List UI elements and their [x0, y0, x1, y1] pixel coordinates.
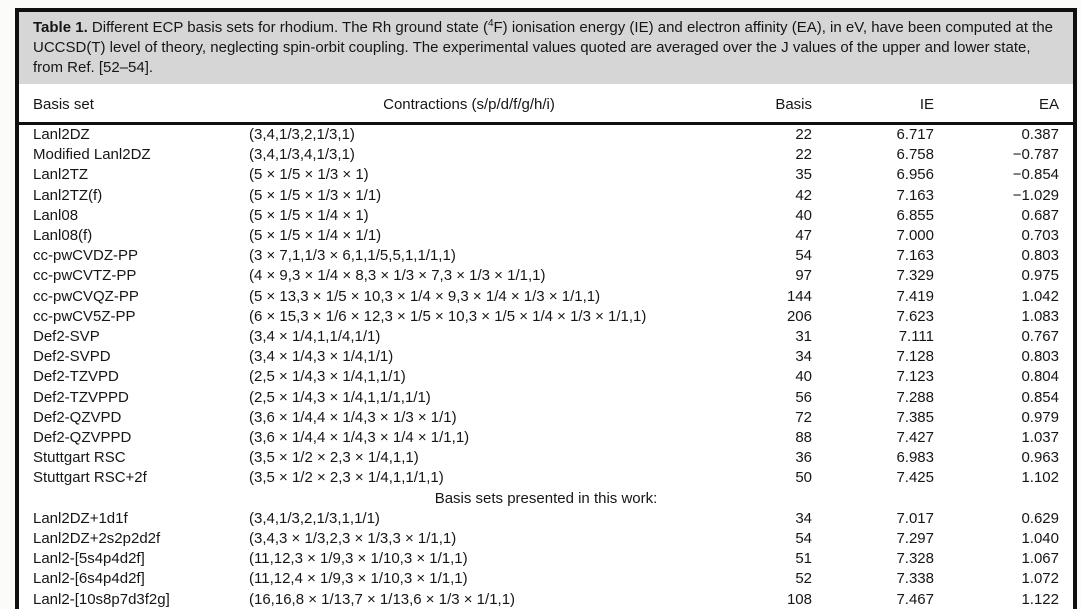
basis-size-value: 56 — [795, 388, 812, 406]
basis-set-name: Lanl2DZ — [33, 126, 90, 143]
ea-value: 0.703 — [1021, 227, 1059, 245]
ie-value: 7.111 — [898, 328, 934, 346]
table-row — [19, 489, 1073, 509]
contractions-value: (11,12,3 × 1/9,3 × 1/10,3 × 1/1,1) — [249, 550, 468, 568]
section-divider-row — [19, 489, 1073, 509]
table-row — [19, 408, 1073, 428]
ie-value: 7.427 — [896, 429, 934, 447]
basis-set-name: cc-pwCVQZ-PP — [33, 287, 139, 305]
basis-size-value: 50 — [795, 469, 812, 487]
contractions-value: (16,16,8 × 1/13,7 × 1/13,6 × 1/3 × 1/1,1) — [249, 590, 516, 608]
basis-set-name: Lanl08(f) — [33, 227, 93, 245]
basis-set-name: Lanl2-[5s4p4d2f] — [33, 550, 145, 568]
contractions-value: (5 × 1/5 × 1/3 × 1) — [249, 166, 369, 184]
ea-value: 0.979 — [1021, 408, 1059, 426]
ea-value: 1.042 — [1021, 287, 1059, 305]
basis-set-name: Lanl2TZ — [33, 166, 89, 184]
basis-set-name: Stuttgart RSC — [33, 449, 126, 467]
table-row — [19, 448, 1073, 468]
basis-set-name: Def2-SVP — [33, 328, 100, 346]
col-header-basis: Basis — [775, 96, 812, 113]
table-caption-text-end: F) ionisation energy (IE) and electron affinity (EA), in eV, have been computed at the UCCSD(T) level of theory, neglecting spin-orbit coupling. The experimental values quoted are averaged over the J values of the upper and lower state, from Ref. [52–54]. — [33, 19, 1054, 76]
ea-value: 0.804 — [1021, 368, 1059, 386]
basis-set-name: Def2-QZVPD — [33, 408, 122, 426]
table-row — [19, 287, 1073, 307]
contractions-value: (3,4,3 × 1/3,2,3 × 1/3,3 × 1/1,1) — [249, 530, 457, 548]
ea-value: 1.040 — [1021, 530, 1059, 548]
basis-set-name: Def2-TZVPPD — [33, 388, 129, 406]
basis-set-name: Lanl2DZ+2s2p2d2f — [33, 530, 161, 548]
ea-value: 1.102 — [1021, 469, 1059, 487]
table1-container — [15, 8, 1077, 609]
ea-value: 1.072 — [1021, 570, 1059, 588]
section-divider-label: Basis sets presented in this work: — [434, 489, 658, 507]
table-row — [19, 145, 1073, 165]
ie-value: 7.338 — [896, 570, 934, 588]
basis-size-value: 47 — [795, 227, 812, 245]
basis-size-value: 88 — [795, 429, 812, 447]
col-header-contractions: Contractions (s/p/d/f/g/h/i) — [383, 96, 555, 113]
basis-set-name: Lanl2-[6s4p4d2f] — [33, 570, 145, 588]
table-caption-text-start: Different ECP basis sets for rhodium. The Rh ground state ( — [87, 19, 488, 36]
basis-size-value: 35 — [795, 166, 812, 184]
ea-value: 0.767 — [1021, 328, 1059, 346]
ea-value: 0.687 — [1021, 206, 1059, 224]
contractions-value: (4 × 9,3 × 1/4 × 8,3 × 1/3 × 7,3 × 1/3 × 1/1,1) — [249, 267, 546, 285]
contractions-value: (3,6 × 1/4,4 × 1/4,3 × 1/4 × 1/1,1) — [249, 429, 470, 447]
ie-value: 6.956 — [896, 166, 934, 184]
ie-value: 7.419 — [896, 287, 934, 305]
table-row — [19, 367, 1073, 387]
ea-value: 1.037 — [1021, 429, 1059, 447]
ea-value: 0.963 — [1021, 449, 1059, 467]
basis-size-value: 22 — [795, 126, 812, 143]
contractions-value: (5 × 1/5 × 1/3 × 1/1) — [249, 186, 382, 204]
basis-size-value: 144 — [786, 287, 812, 305]
table-row — [19, 529, 1073, 549]
contractions-value: (11,12,4 × 1/9,3 × 1/10,3 × 1/1,1) — [249, 570, 468, 588]
ie-value: 7.163 — [896, 247, 934, 265]
ea-value: −0.854 — [1012, 166, 1059, 184]
basis-set-name: Lanl2TZ(f) — [33, 186, 103, 204]
ie-value: 7.000 — [896, 227, 934, 245]
ie-value: 7.623 — [896, 307, 934, 325]
contractions-value: (2,5 × 1/4,3 × 1/4,1,1/1,1/1) — [249, 388, 431, 406]
contractions-value: (3,4,1/3,2,1/3,1,1/1) — [249, 509, 380, 527]
basis-set-name: Stuttgart RSC+2f — [33, 469, 147, 487]
ie-value: 7.329 — [896, 267, 934, 285]
ie-value: 7.425 — [896, 469, 934, 487]
basis-size-value: 34 — [795, 348, 812, 366]
contractions-value: (3,4,1/3,2,1/3,1) — [249, 126, 355, 143]
basis-size-value: 51 — [795, 550, 812, 568]
table-row — [19, 327, 1073, 347]
basis-set-name: Lanl08 — [33, 206, 79, 224]
table-row — [19, 186, 1073, 206]
basis-set-name: cc-pwCV5Z-PP — [33, 307, 136, 325]
basis-set-name: Lanl2DZ+1d1f — [33, 509, 128, 527]
basis-size-value: 40 — [795, 368, 812, 386]
ie-value: 6.717 — [896, 126, 934, 143]
header-row — [19, 90, 1073, 124]
contractions-value: (5 × 1/5 × 1/4 × 1/1) — [249, 227, 382, 245]
table-row — [19, 124, 1073, 146]
ea-value: 1.067 — [1021, 550, 1059, 568]
contractions-value: (3,4,1/3,4,1/3,1) — [249, 146, 355, 164]
basis-size-value: 108 — [786, 590, 812, 608]
contractions-value: (3 × 7,1,1/3 × 6,1,1/5,5,1,1/1,1) — [249, 247, 456, 265]
ea-value: 0.387 — [1021, 126, 1059, 143]
basis-size-value: 22 — [795, 146, 812, 164]
literature-basis-sets-section — [19, 124, 1073, 489]
ie-value: 7.163 — [896, 186, 934, 204]
basis-size-value: 40 — [795, 206, 812, 224]
ea-value: 0.803 — [1021, 348, 1059, 366]
ea-value: 1.122 — [1021, 590, 1059, 608]
basis-set-name: cc-pwCVDZ-PP — [33, 247, 139, 265]
basis-size-value: 34 — [795, 509, 812, 527]
table-row — [19, 590, 1073, 609]
basis-set-name: Def2-TZVPD — [33, 368, 119, 386]
table-row — [19, 549, 1073, 569]
basis-size-value: 54 — [795, 530, 812, 548]
table-row — [19, 266, 1073, 286]
table-row — [19, 569, 1073, 589]
basis-set-name: Def2-SVPD — [33, 348, 111, 366]
contractions-value: (3,5 × 1/2 × 2,3 × 1/4,1,1/1,1) — [249, 469, 444, 487]
ie-value: 7.128 — [896, 348, 934, 366]
basis-set-name: cc-pwCVTZ-PP — [33, 267, 137, 285]
table-row — [19, 165, 1073, 185]
table-row — [19, 226, 1073, 246]
ie-value: 6.855 — [896, 206, 934, 224]
basis-sets-table — [19, 90, 1073, 609]
contractions-value: (3,4 × 1/4,3 × 1/4,1/1) — [249, 348, 394, 366]
basis-size-value: 97 — [795, 267, 812, 285]
col-header-ie: IE — [919, 96, 934, 113]
basis-size-value: 42 — [795, 186, 812, 204]
basis-size-value: 52 — [795, 570, 812, 588]
ie-value: 7.123 — [896, 368, 934, 386]
table-row — [19, 468, 1073, 488]
ie-value: 7.288 — [896, 388, 934, 406]
contractions-value: (3,6 × 1/4,4 × 1/4,3 × 1/3 × 1/1) — [249, 408, 457, 426]
ie-value: 7.017 — [896, 509, 934, 527]
basis-size-value: 36 — [795, 449, 812, 467]
col-header-ea: EA — [1038, 96, 1059, 113]
basis-set-name: Lanl2-[10s8p7d3f2g] — [33, 590, 170, 608]
basis-size-value: 54 — [795, 247, 812, 265]
ie-value: 6.758 — [896, 146, 934, 164]
contractions-value: (3,4 × 1/4,1,1/4,1/1) — [249, 328, 381, 346]
basis-size-value: 206 — [786, 307, 812, 325]
ea-value: −0.787 — [1012, 146, 1059, 164]
ie-value: 7.385 — [896, 408, 934, 426]
ie-value: 7.467 — [896, 590, 934, 608]
basis-size-value: 31 — [795, 328, 812, 346]
ie-value: 6.983 — [896, 449, 934, 467]
table-row — [19, 509, 1073, 529]
ea-value: −1.029 — [1012, 186, 1059, 204]
table-row — [19, 347, 1073, 367]
superscript-term-symbol: 4 — [487, 18, 494, 29]
ea-value: 0.975 — [1021, 267, 1059, 285]
table-row — [19, 307, 1073, 327]
ie-value: 7.328 — [896, 550, 934, 568]
table-row — [19, 246, 1073, 266]
ea-value: 0.803 — [1021, 247, 1059, 265]
contractions-value: (6 × 15,3 × 1/6 × 12,3 × 1/5 × 10,3 × 1/5 × 1/4 × 1/3 × 1/1,1) — [249, 307, 647, 325]
ie-value: 7.297 — [896, 530, 934, 548]
table-row — [19, 388, 1073, 408]
table-caption-label: Table 1. — [33, 19, 88, 36]
table-row — [19, 428, 1073, 448]
ea-value: 0.854 — [1021, 388, 1059, 406]
contractions-value: (5 × 13,3 × 1/5 × 10,3 × 1/4 × 9,3 × 1/4 × 1/3 × 1/1,1) — [249, 287, 601, 305]
contractions-value: (5 × 1/5 × 1/4 × 1) — [249, 206, 369, 224]
ea-value: 1.083 — [1021, 307, 1059, 325]
table-row — [19, 206, 1073, 226]
contractions-value: (2,5 × 1/4,3 × 1/4,1,1/1) — [249, 368, 406, 386]
col-header-basis-set: Basis set — [33, 96, 94, 113]
basis-size-value: 72 — [795, 408, 812, 426]
contractions-value: (3,5 × 1/2 × 2,3 × 1/4,1,1) — [249, 449, 419, 467]
basis-set-name: Def2-QZVPPD — [33, 429, 132, 447]
table-caption — [19, 12, 1073, 84]
ea-value: 0.629 — [1021, 509, 1059, 527]
basis-set-name: Modified Lanl2DZ — [33, 146, 151, 164]
this-work-basis-sets-section — [19, 509, 1073, 609]
